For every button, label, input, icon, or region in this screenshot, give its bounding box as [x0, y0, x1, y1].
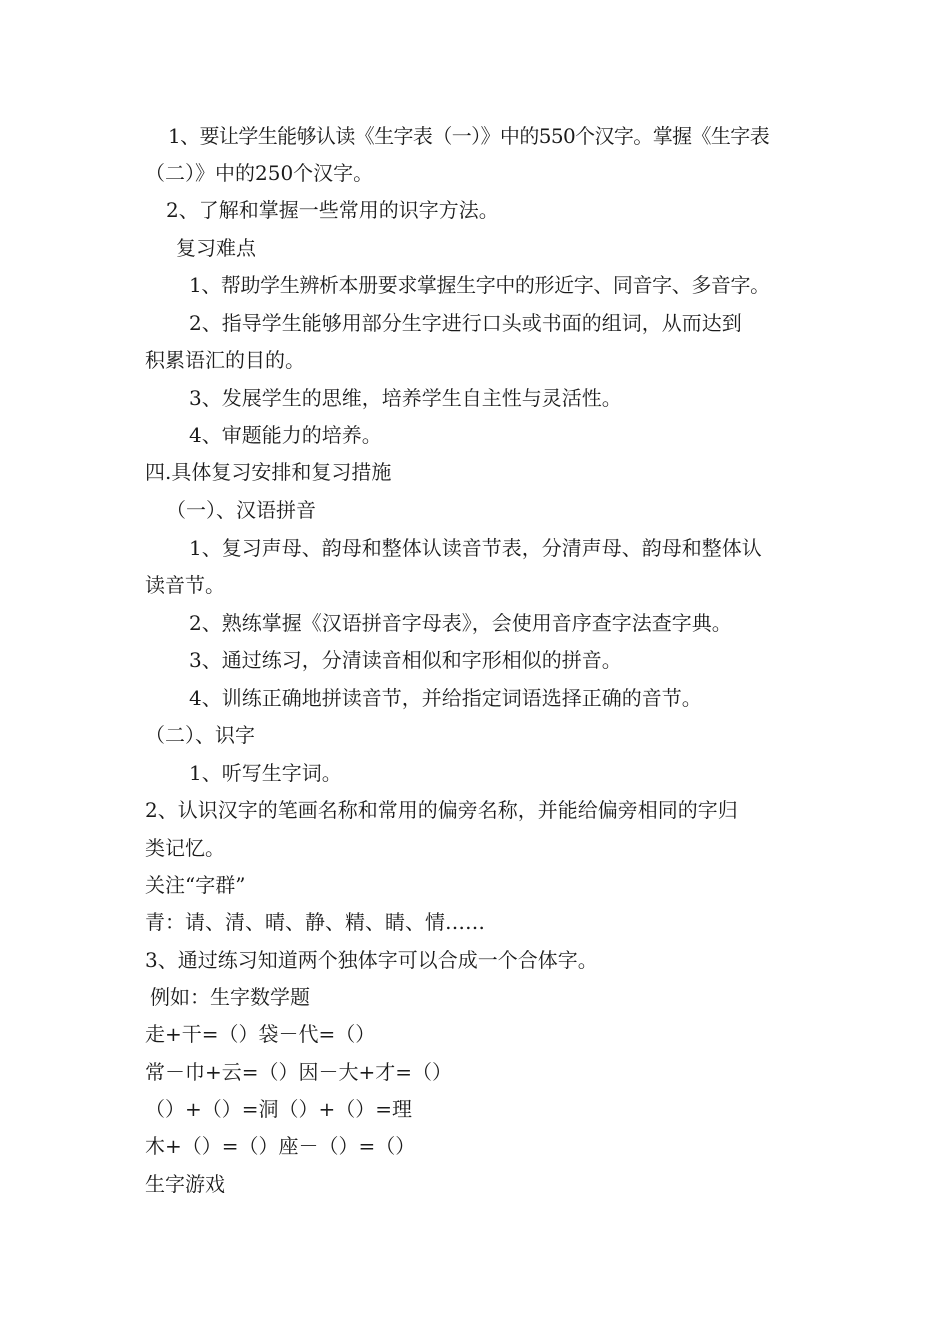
text-line-12: 1、复习声母、韵母和整体认读音节表，分清声母、韵母和整体认 — [189, 536, 762, 560]
subsection-heading-literacy: （二）、识字 — [145, 723, 255, 747]
text-line-7: 积累语汇的目的。 — [145, 348, 305, 372]
text-line-13: 读音节。 — [145, 573, 225, 597]
text-line-6: 2、指导学生能够用部分生字进行口头或书面的组词，从而达到 — [189, 311, 742, 335]
text-line-22: 青：请、清、晴、静、精、睛、情…… — [145, 910, 485, 934]
text-line-23: 3、通过练习知道两个独体字可以合成一个合体字。 — [145, 948, 598, 972]
text-line-18: 1、听写生字词。 — [189, 761, 342, 785]
text-line-9: 4、审题能力的培养。 — [189, 423, 382, 447]
exercise-line-2: 常－巾+云=（）因－大+才=（） — [145, 1060, 453, 1084]
text-line-16: 4、训练正确地拼读音节，并给指定词语选择正确的音节。 — [189, 686, 702, 710]
text-line-21: 关注“字群” — [145, 873, 246, 897]
section-heading-review-plan: 四.具体复习安排和复习措施 — [145, 460, 392, 484]
exercise-line-4: 木+（）=（）座－（）=（） — [145, 1134, 416, 1158]
exercise-line-1: 走+干=（）袋－代=（） — [145, 1022, 376, 1046]
text-line-5: 1、帮助学生辨析本册要求掌握生字中的形近字、同音字、多音字。 — [189, 273, 770, 297]
text-line-8: 3、发展学生的思维，培养学生自主性与灵活性。 — [189, 386, 622, 410]
text-line-1: 1、要让学生能够认读《生字表（一）》中的550个汉字。掌握《生字表 — [168, 124, 770, 148]
text-line-15: 3、通过练习，分清读音相似和字形相似的拼音。 — [189, 648, 622, 672]
section-heading-review-difficulties: 复习难点 — [176, 236, 256, 260]
subsection-heading-pinyin: （一）、汉语拼音 — [166, 498, 316, 522]
text-line-24: 例如：生字数学题 — [150, 985, 310, 1009]
text-line-2: （二）》中的250个汉字。 — [145, 161, 374, 185]
exercise-line-3: （）+（）=洞（）+（）=理 — [145, 1097, 413, 1121]
text-line-29: 生字游戏 — [145, 1172, 225, 1196]
text-line-20: 类记忆。 — [145, 836, 225, 860]
text-line-19: 2、认识汉字的笔画名称和常用的偏旁名称，并能给偏旁相同的字归 — [145, 798, 738, 822]
text-line-14: 2、熟练掌握《汉语拼音字母表》，会使用音序查字法查字典。 — [189, 611, 732, 635]
text-line-3: 2、了解和掌握一些常用的识字方法。 — [166, 198, 499, 222]
